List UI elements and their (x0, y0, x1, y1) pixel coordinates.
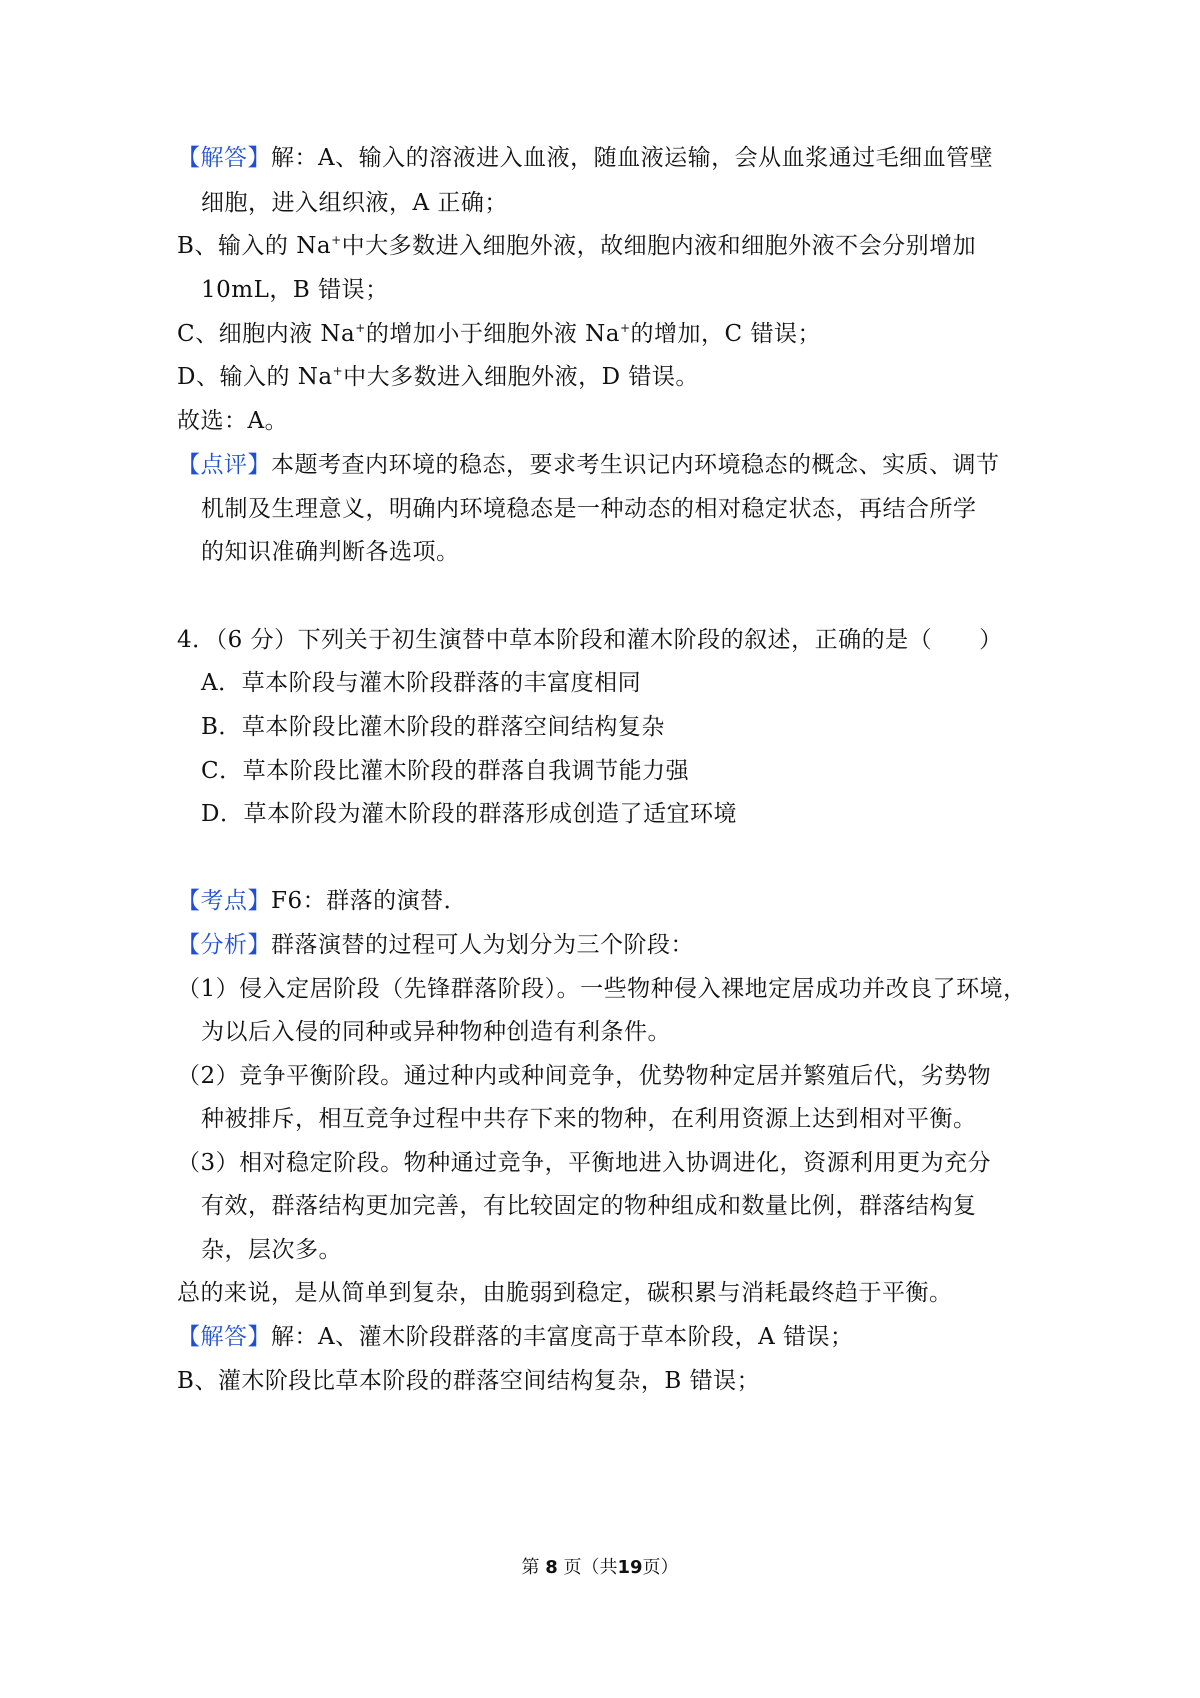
analysis-p1-line1: （1）侵入定居阶段（先锋群落阶段）。一些物种侵入裸地定居成功并改良了环境， (177, 976, 1027, 1002)
answer-line-2: 细胞，进入组织液，A 正确； (201, 190, 508, 216)
analysis-p3-line3: 杂，层次多。 (201, 1237, 342, 1263)
analysis-p3-line2: 有效，群落结构更加完善，有比较固定的物种组成和数量比例，群落结构复 (201, 1193, 977, 1219)
kaodian-line: 【考点】F6：群落的演替． (177, 888, 468, 914)
page-number: 8 (545, 1557, 558, 1578)
answer4-line-2: B、灌木阶段比草本阶段的群落空间结构复杂，B 错误； (177, 1368, 761, 1394)
comment-line-2: 机制及生理意义，明确内环境稳态是一种动态的相对稳定状态，再结合所学 (201, 496, 977, 522)
page-footer: 第 8 页（共19页） (521, 1557, 679, 1578)
kaodian-tag: 【考点】 (177, 888, 271, 914)
total-pages: 19 (617, 1557, 643, 1578)
question-option-b: B．草本阶段比灌木阶段的群落空间结构复杂 (201, 714, 665, 740)
answer-line-1: 【解答】解：A、输入的溶液进入血液，随血液运输，会从血浆通过毛细血管壁 (177, 145, 994, 171)
answer-tag: 【解答】 (177, 145, 271, 171)
comment-tag: 【点评】 (177, 452, 271, 478)
comment-line-3: 的知识准确判断各选项。 (201, 539, 460, 565)
answer-option-b: B、输入的 Na+中大多数进入细胞外液，故细胞内液和细胞外液不会分别增加 (177, 233, 977, 259)
analysis-tag: 【分析】 (177, 932, 271, 958)
question-stem: 4．（6 分）下列关于初生演替中草本阶段和灌木阶段的叙述，正确的是（ ） (177, 627, 1003, 653)
question-option-d: D．草本阶段为灌木阶段的群落形成创造了适宜环境 (201, 801, 737, 827)
analysis-summary: 总的来说，是从简单到复杂，由脆弱到稳定，碳积累与消耗最终趋于平衡。 (177, 1280, 953, 1306)
answer-option-b-cont: 10mL，B 错误； (201, 277, 389, 303)
answer-option-c: C、细胞内液 Na+的增加小于细胞外液 Na+的增加，C 错误； (177, 321, 821, 347)
analysis-intro: 【分析】群落演替的过程可人为划分为三个阶段： (177, 932, 694, 958)
question-option-a: A．草本阶段与灌木阶段群落的丰富度相同 (201, 670, 642, 696)
answer4-tag: 【解答】 (177, 1324, 271, 1350)
analysis-p2-line1: （2）竞争平衡阶段。通过种内或种间竞争，优势物种定居并繁殖后代，劣势物 (177, 1063, 992, 1089)
analysis-p1-line2: 为以后入侵的同种或异种物种创造有利条件。 (201, 1019, 671, 1045)
answer-option-d: D、输入的 Na+中大多数进入细胞外液，D 错误。 (177, 364, 699, 390)
analysis-p2-line2: 种被排斥，相互竞争过程中共存下来的物种，在利用资源上达到相对平衡。 (201, 1106, 977, 1132)
answer4-line-1: 【解答】解：A、灌木阶段群落的丰富度高于草本阶段，A 错误； (177, 1324, 854, 1350)
answer-choice: 故选：A。 (177, 408, 289, 434)
question-option-c: C．草本阶段比灌木阶段的群落自我调节能力强 (201, 758, 690, 784)
analysis-p3-line1: （3）相对稳定阶段。物种通过竞争，平衡地进入协调进化，资源利用更为充分 (177, 1150, 992, 1176)
comment-line-1: 【点评】本题考查内环境的稳态，要求考生识记内环境稳态的概念、实质、调节 (177, 452, 1000, 478)
